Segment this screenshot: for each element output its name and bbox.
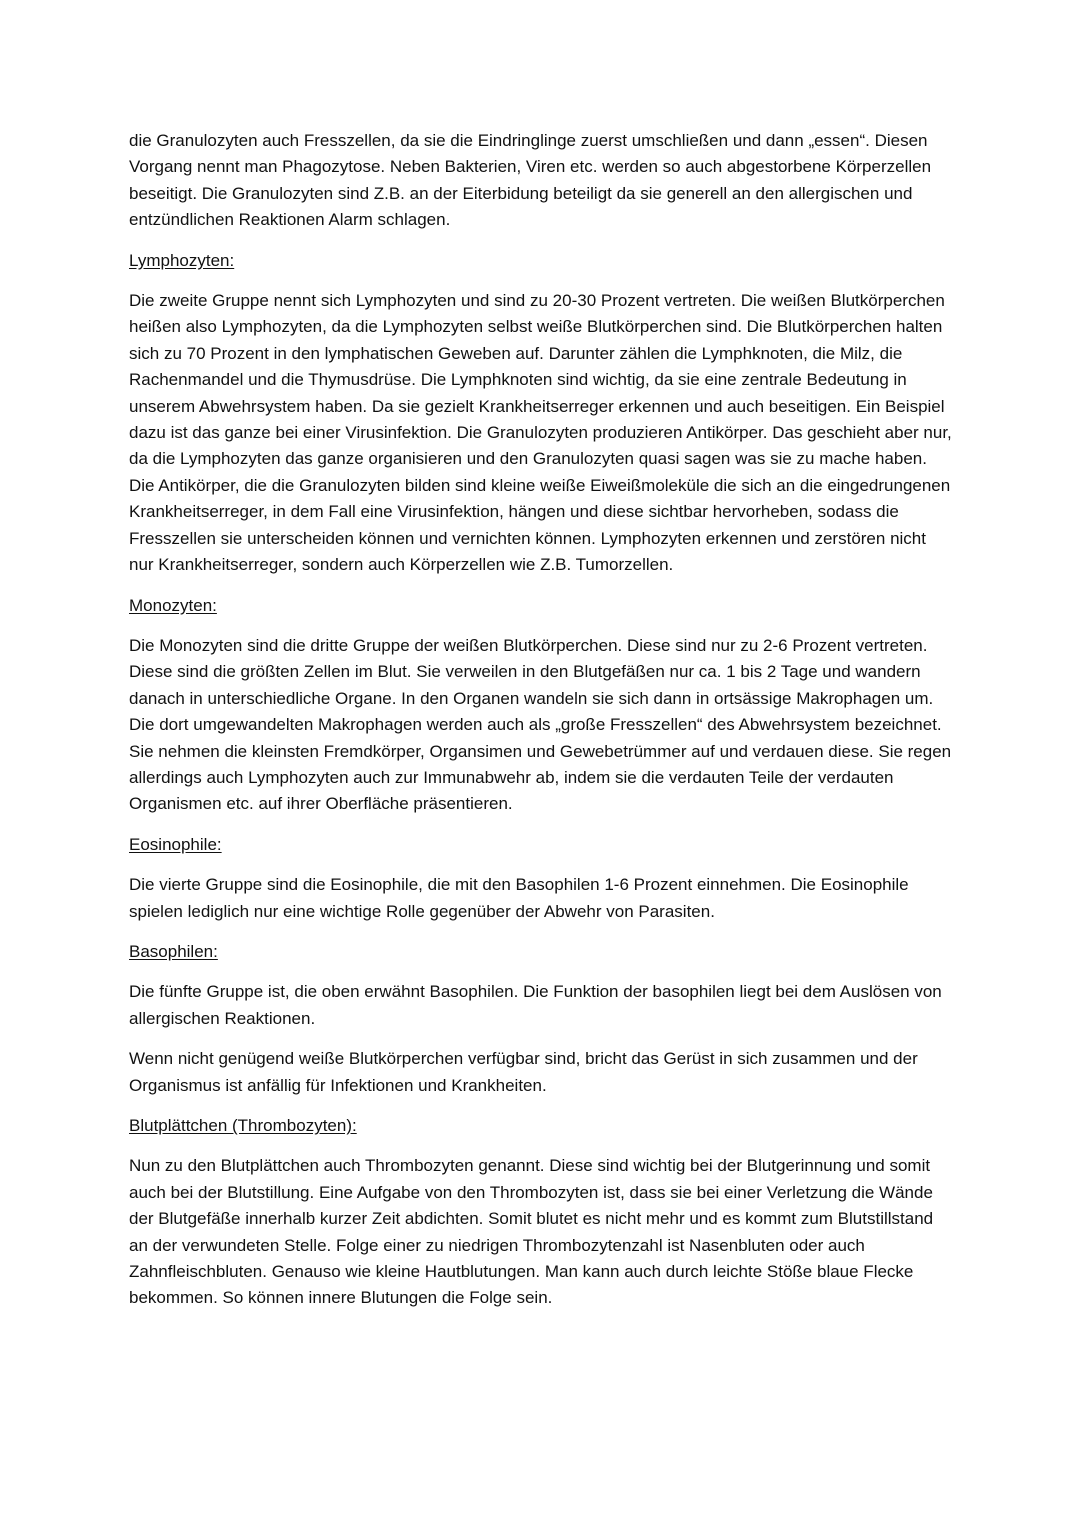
paragraph-monozyten: Die Monozyten sind die dritte Gruppe der weißen Blutkörperchen. Diese sind nur zu 2-6 Prozent vertreten. Diese sind die größten Zellen im Blut. Sie verweilen in den Blutgefäßen nur ca. 1 bis 2 Tage und wandern danach in unterschiedliche Organe. In den Organen wandeln sie sich dann in ortsässige Makrophagen um. Die dort umgewandelten Makrophagen werden auch als „große Fresszellen“ des Abwehrsystem bezeichnet. Sie nehmen die kleinsten Fremdkörper, Organsimen und Gewebetrümmer auf und verdauen diese. Sie regen allerdings auch Lymphozyten auch zur Immunabwehr ab, indem sie die verdauten Teile der verdauten Organismen etc. auf ihrer Oberfläche präsentieren. [129,635,952,814]
intro-paragraph: die Granulozyten auch Fresszellen, da sie die Eindringlinge zuerst umschließen und dann „essen“. Diesen Vorgang nennt man Phagozytose. Neben Bakterien, Viren etc. werden so auch abgestorbene Körperzellen beseitigt. Die Granulozyten sind Z.B. an der Eiterbidung beteiligt da sie generell an den allergischen und entzündlichen Reaktionen Alarm schlagen. [129,131,932,230]
paragraph-lymphozyten: Die zweite Gruppe nennt sich Lymphozyten und sind zu 20-30 Prozent vertreten. Die weißen Blutkörperchen heißen also Lymphozyten, da die Lymphozyten selbst weiße Blutkörperchen sind. Die Blutkörperchen halten sich zu 70 Prozent in den lymphatischen Geweben auf. Darunter zählen die Lymphknoten, die Milz, die Rachenmandel und die Thymusdrüse. Die Lymphknoten sind wichtig, da sie eine zentrale Bedeutung in unserem Abwehrsystem haben. Da sie gezielt Krankheitserreger erkennen und auch beseitigen. Ein Beispiel dazu ist das ganze bei einer Virusinfektion. Die Granulozyten produzieren Antikörper. Das geschieht aber nur, da die Lymphozyten das ganze organisieren und den Granulozyten quasi sagen was sie zu mache haben. Die Antikörper, die die Granulozyten bilden sind kleine weiße Eiweißmoleküle die sich an die eingedrungenen Krankheitserreger, in dem Fall eine Virusinfektion, hängen und diese sichtbar hervorheben, sodass die Fresszellen sie unterscheiden können und vernichten können. Lymphozyten erkennen und zerstören nicht nur Krankheitserreger, sondern auch Körperzellen wie Z.B. Tumorzellen. [129,291,952,575]
paragraph-summary: Wenn nicht genügend weiße Blutkörperchen verfügbar sind, bricht das Gerüst in sich zusammen und der Organismus ist anfällig für Infektionen und Krankheiten. [129,1049,918,1095]
heading-monozyten: Monozyten: [129,595,217,615]
heading-basophilen: Basophilen: [129,941,218,961]
document-body [129,128,954,1326]
paragraph-eosinophile: Die vierte Gruppe sind die Eosinophile, die mit den Basophilen 1-6 Prozent einnehmen. Die Eosinophile spielen lediglich nur eine wichtige Rolle gegenüber der Abwehr von Parasiten. [129,875,909,921]
heading-lymphozyten: Lymphozyten: [129,250,235,270]
heading-eosinophile: Eosinophile: [129,834,222,854]
paragraph-basophilen: Die fünfte Gruppe ist, die oben erwähnt Basophilen. Die Funktion der basophilen liegt bei dem Auslösen von allergischen Reaktionen. [129,982,942,1028]
paragraph-blutplaettchen: Nun zu den Blutplättchen auch Thrombozyten genannt. Diese sind wichtig bei der Blutgerinnung und somit auch bei der Blutstillung. Eine Aufgabe von den Thrombozyten ist, dass sie bei einer Verletzung die Wände der Blutgefäße innerhalb kurzer Zeit abdichten. Somit blutet es nicht mehr und es kommt zum Blutstillstand an der verwundeten Stelle. Folge einer zu niedrigen Thrombozytenzahl ist Nasenbluten oder auch Zahnfleischbluten. Genauso wie kleine Hautblutungen. Man kann auch durch leichte Stöße blaue Flecke bekommen. So können innere Blutungen die Folge sein. [129,1156,934,1308]
heading-blutplaettchen: Blutplättchen (Thrombozyten): [129,1116,357,1135]
